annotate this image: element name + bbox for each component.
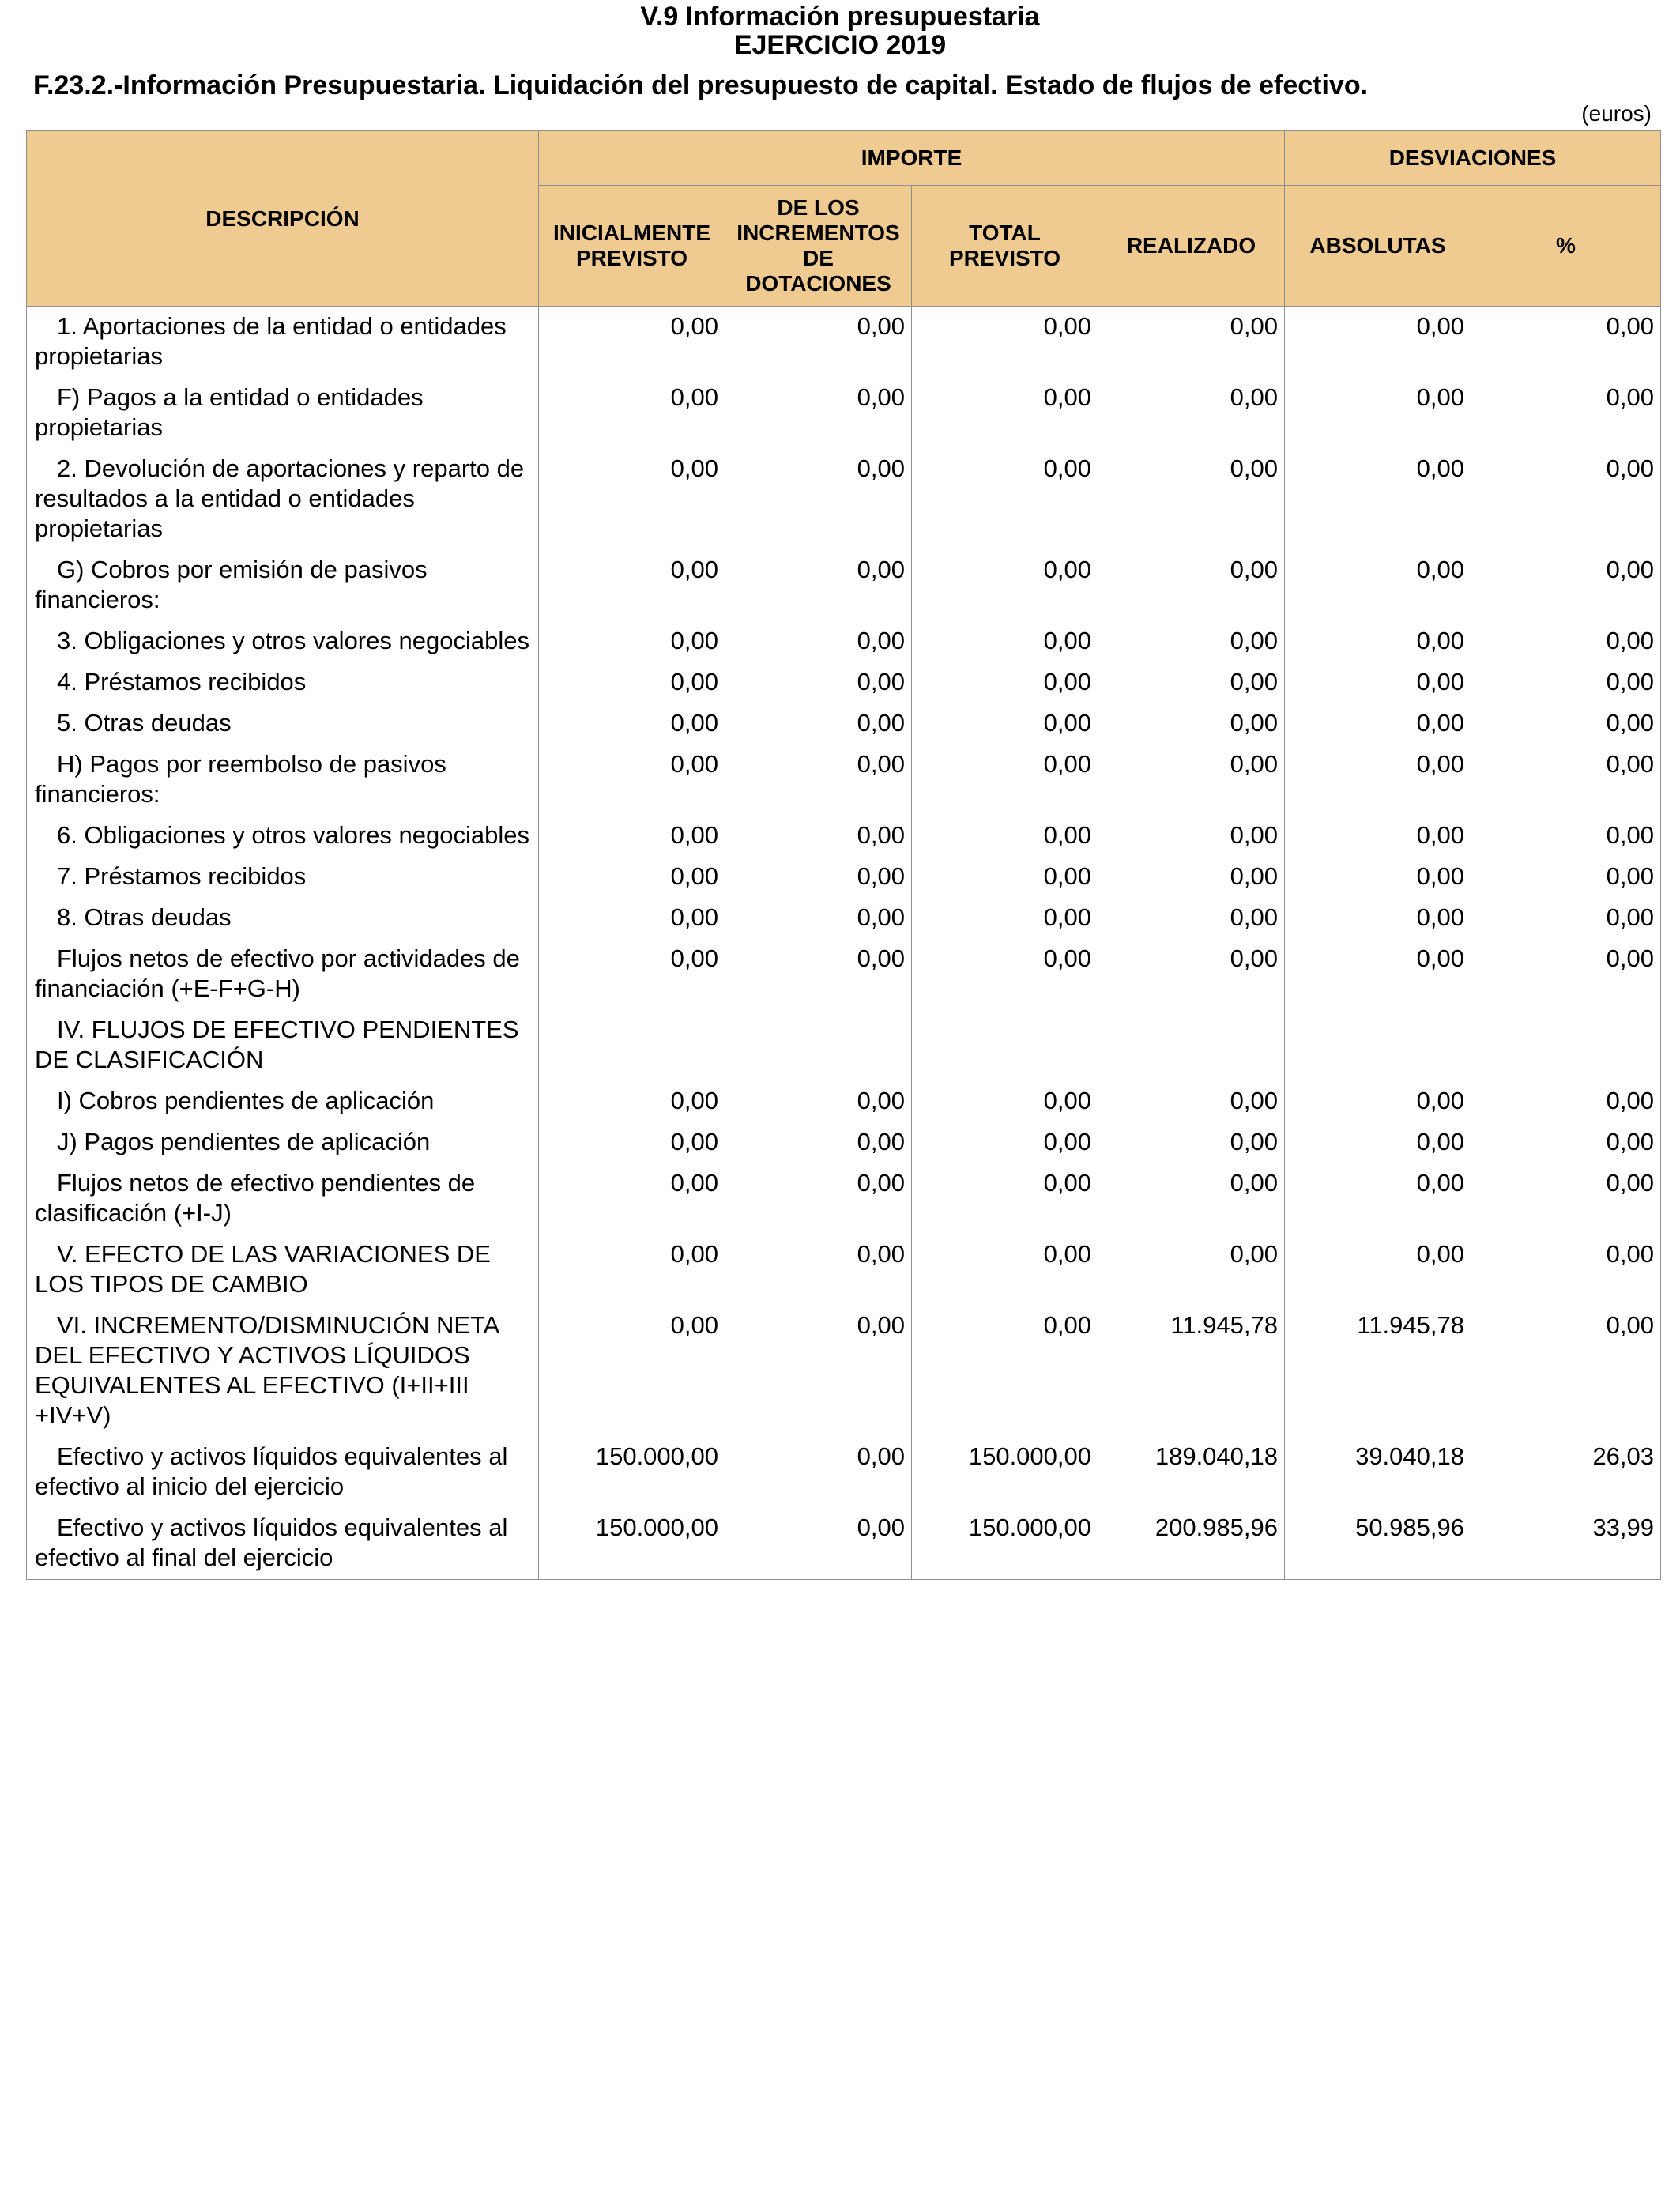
row-description [27, 1163, 539, 1235]
table-body [27, 307, 1661, 1580]
cell-inicialmente-previsto [539, 1010, 725, 1081]
cell-total-previsto: 0,00 [912, 550, 1098, 621]
header-realizado: REALIZADO [1098, 186, 1285, 307]
cell-total-previsto: 0,00 [912, 662, 1098, 703]
cell-absolutas: 0,00 [1285, 1235, 1471, 1306]
cell-absolutas: 0,00 [1285, 1081, 1471, 1122]
table-row [27, 621, 1661, 662]
table-row [27, 378, 1661, 449]
cell-porcentaje [1471, 1010, 1661, 1081]
row-description [27, 703, 539, 745]
cell-inicialmente-previsto: 0,00 [539, 449, 725, 550]
cell-total-previsto: 150.000,00 [912, 1437, 1098, 1508]
header-incrementos-dotaciones: DE LOS INCREMENTOS DE DOTACIONES [725, 186, 912, 307]
currency-unit: (euros) [1581, 101, 1652, 126]
table-row [27, 1235, 1661, 1306]
cell-incrementos-dotaciones: 0,00 [725, 898, 912, 939]
cell-absolutas: 0,00 [1285, 898, 1471, 939]
cell-total-previsto: 0,00 [912, 703, 1098, 745]
row-description-text: H) Pagos por reembolso de pasivos financieros: [35, 750, 446, 808]
cell-incrementos-dotaciones [725, 1010, 912, 1081]
cell-total-previsto: 0,00 [912, 1235, 1098, 1306]
cell-inicialmente-previsto: 0,00 [539, 1163, 725, 1235]
cell-porcentaje: 0,00 [1471, 745, 1661, 816]
cell-realizado: 0,00 [1098, 621, 1285, 662]
cell-porcentaje: 0,00 [1471, 857, 1661, 898]
cell-realizado: 0,00 [1098, 939, 1285, 1010]
cell-absolutas: 0,00 [1285, 703, 1471, 745]
cell-absolutas [1285, 1010, 1471, 1081]
table-row [27, 550, 1661, 621]
row-description-text: IV. FLUJOS DE EFECTIVO PENDIENTES DE CLASIFICACIÓN [35, 1016, 519, 1073]
cell-realizado: 0,00 [1098, 1122, 1285, 1163]
cell-incrementos-dotaciones: 0,00 [725, 857, 912, 898]
cell-incrementos-dotaciones: 0,00 [725, 621, 912, 662]
cell-absolutas: 0,00 [1285, 745, 1471, 816]
table-row [27, 449, 1661, 550]
header-total-previsto: TOTAL PREVISTO [912, 186, 1098, 307]
cell-absolutas: 0,00 [1285, 1163, 1471, 1235]
table-row [27, 898, 1661, 939]
cell-absolutas: 0,00 [1285, 816, 1471, 857]
row-description [27, 1122, 539, 1163]
row-description-text: 3. Obligaciones y otros valores negociables [57, 627, 529, 654]
cell-absolutas: 0,00 [1285, 857, 1471, 898]
cell-incrementos-dotaciones: 0,00 [725, 703, 912, 745]
row-description-text: G) Cobros por emisión de pasivos financieros: [35, 556, 428, 613]
table-row [27, 745, 1661, 816]
table-row [27, 1508, 1661, 1580]
cell-realizado: 0,00 [1098, 816, 1285, 857]
cell-incrementos-dotaciones: 0,00 [725, 1437, 912, 1508]
row-description-text: 2. Devolución de aportaciones y reparto de resultados a la entidad o entidades propietarias [35, 454, 525, 542]
cell-realizado: 11.945,78 [1098, 1306, 1285, 1437]
table-row [27, 307, 1661, 379]
cell-realizado: 0,00 [1098, 1235, 1285, 1306]
cell-total-previsto: 0,00 [912, 621, 1098, 662]
cell-incrementos-dotaciones: 0,00 [725, 745, 912, 816]
row-description-text: Efectivo y activos líquidos equivalentes al efectivo al inicio del ejercicio [35, 1442, 508, 1500]
row-description-text: V. EFECTO DE LAS VARIACIONES DE LOS TIPOS DE CAMBIO [35, 1240, 491, 1298]
row-description-text: Efectivo y activos líquidos equivalentes al efectivo al final del ejercicio [35, 1514, 508, 1571]
cell-inicialmente-previsto: 0,00 [539, 307, 725, 379]
cell-total-previsto: 0,00 [912, 939, 1098, 1010]
cell-realizado: 0,00 [1098, 745, 1285, 816]
row-description [27, 745, 539, 816]
header-descripcion: DESCRIPCIÓN [27, 131, 539, 307]
row-description-text: 7. Préstamos recibidos [57, 862, 307, 890]
cell-realizado: 0,00 [1098, 857, 1285, 898]
cell-porcentaje: 0,00 [1471, 1306, 1661, 1437]
row-description-text: VI. INCREMENTO/DISMINUCIÓN NETA DEL EFECTIVO Y ACTIVOS LÍQUIDOS EQUIVALENTES AL EFECTIVO (I+II+III +IV+V) [35, 1311, 499, 1429]
cell-porcentaje: 26,03 [1471, 1437, 1661, 1508]
cell-total-previsto: 0,00 [912, 898, 1098, 939]
cell-porcentaje: 0,00 [1471, 1081, 1661, 1122]
cell-absolutas: 0,00 [1285, 449, 1471, 550]
cell-porcentaje: 0,00 [1471, 898, 1661, 939]
cell-porcentaje: 0,00 [1471, 621, 1661, 662]
cell-inicialmente-previsto: 0,00 [539, 703, 725, 745]
cell-absolutas: 0,00 [1285, 621, 1471, 662]
cell-total-previsto: 0,00 [912, 816, 1098, 857]
table-row [27, 939, 1661, 1010]
cell-inicialmente-previsto: 150.000,00 [539, 1437, 725, 1508]
cell-porcentaje: 33,99 [1471, 1508, 1661, 1580]
cell-porcentaje: 0,00 [1471, 816, 1661, 857]
row-description [27, 898, 539, 939]
cell-inicialmente-previsto: 0,00 [539, 745, 725, 816]
row-description-text: F) Pagos a la entidad o entidades propietarias [35, 383, 424, 441]
cell-porcentaje: 0,00 [1471, 550, 1661, 621]
cell-absolutas: 0,00 [1285, 378, 1471, 449]
cell-realizado: 0,00 [1098, 550, 1285, 621]
report-subtitle: F.23.2.-Información Presupuestaria. Liquidación del presupuesto de capital. Estado de flujos de efectivo. [33, 70, 1369, 100]
cell-porcentaje: 0,00 [1471, 703, 1661, 745]
table-row [27, 662, 1661, 703]
cell-inicialmente-previsto: 0,00 [539, 1235, 725, 1306]
cell-inicialmente-previsto: 0,00 [539, 857, 725, 898]
cell-realizado: 0,00 [1098, 1163, 1285, 1235]
cell-absolutas: 0,00 [1285, 662, 1471, 703]
cell-inicialmente-previsto: 0,00 [539, 1306, 725, 1437]
cell-realizado: 0,00 [1098, 449, 1285, 550]
cell-absolutas: 0,00 [1285, 550, 1471, 621]
cell-total-previsto: 0,00 [912, 857, 1098, 898]
table-row [27, 816, 1661, 857]
cell-porcentaje: 0,00 [1471, 662, 1661, 703]
cell-realizado: 0,00 [1098, 1081, 1285, 1122]
cell-incrementos-dotaciones: 0,00 [725, 1235, 912, 1306]
table-row [27, 1122, 1661, 1163]
row-description-text: 5. Otras deudas [57, 709, 232, 737]
cell-inicialmente-previsto: 0,00 [539, 816, 725, 857]
row-description [27, 1437, 539, 1508]
cell-incrementos-dotaciones: 0,00 [725, 1081, 912, 1122]
cell-porcentaje: 0,00 [1471, 307, 1661, 379]
cell-incrementos-dotaciones: 0,00 [725, 307, 912, 379]
cell-total-previsto: 0,00 [912, 745, 1098, 816]
row-description [27, 816, 539, 857]
fiscal-year: EJERCICIO 2019 [733, 30, 947, 60]
cell-realizado: 0,00 [1098, 378, 1285, 449]
cell-realizado: 0,00 [1098, 662, 1285, 703]
cell-realizado: 200.985,96 [1098, 1508, 1285, 1580]
cell-incrementos-dotaciones: 0,00 [725, 939, 912, 1010]
table-row [27, 1163, 1661, 1235]
header-group-importe: IMPORTE [539, 131, 1285, 186]
cell-porcentaje: 0,00 [1471, 1163, 1661, 1235]
table-row [27, 1081, 1661, 1122]
cell-porcentaje: 0,00 [1471, 378, 1661, 449]
row-description-text: 6. Obligaciones y otros valores negociables [57, 821, 529, 849]
cell-realizado [1098, 1010, 1285, 1081]
cell-absolutas: 39.040,18 [1285, 1437, 1471, 1508]
row-description [27, 621, 539, 662]
cell-porcentaje: 0,00 [1471, 1235, 1661, 1306]
row-description-text: 1. Aportaciones de la entidad o entidades propietarias [35, 312, 507, 370]
cell-inicialmente-previsto: 0,00 [539, 621, 725, 662]
cell-incrementos-dotaciones: 0,00 [725, 816, 912, 857]
row-description [27, 1081, 539, 1122]
row-description [27, 662, 539, 703]
cell-inicialmente-previsto: 0,00 [539, 1122, 725, 1163]
page-title: V.9 Información presupuestaria [640, 2, 1040, 32]
row-description-text: J) Pagos pendientes de aplicación [57, 1128, 431, 1155]
table-row [27, 857, 1661, 898]
cell-inicialmente-previsto: 0,00 [539, 1081, 725, 1122]
cell-total-previsto: 0,00 [912, 1163, 1098, 1235]
cell-total-previsto: 0,00 [912, 307, 1098, 379]
table-row [27, 1437, 1661, 1508]
cell-realizado: 0,00 [1098, 307, 1285, 379]
cell-porcentaje: 0,00 [1471, 939, 1661, 1010]
row-description-text: Flujos netos de efectivo por actividades de financiación (+E-F+G-H) [35, 944, 520, 1002]
cell-absolutas: 0,00 [1285, 939, 1471, 1010]
cell-absolutas: 0,00 [1285, 307, 1471, 379]
cell-inicialmente-previsto: 0,00 [539, 378, 725, 449]
cell-incrementos-dotaciones: 0,00 [725, 550, 912, 621]
row-description [27, 378, 539, 449]
cell-realizado: 189.040,18 [1098, 1437, 1285, 1508]
cash-flow-table [26, 130, 1661, 1580]
cell-incrementos-dotaciones: 0,00 [725, 1306, 912, 1437]
cell-incrementos-dotaciones: 0,00 [725, 1163, 912, 1235]
cell-realizado: 0,00 [1098, 703, 1285, 745]
row-description [27, 857, 539, 898]
cell-total-previsto: 0,00 [912, 378, 1098, 449]
row-description [27, 307, 539, 379]
cell-absolutas: 50.985,96 [1285, 1508, 1471, 1580]
cell-porcentaje: 0,00 [1471, 449, 1661, 550]
row-description-text: Flujos netos de efectivo pendientes de clasificación (+I-J) [35, 1169, 476, 1227]
cell-total-previsto: 0,00 [912, 1081, 1098, 1122]
header-porcentaje: % [1471, 186, 1661, 307]
row-description [27, 1010, 539, 1081]
cell-porcentaje: 0,00 [1471, 1122, 1661, 1163]
cell-inicialmente-previsto: 0,00 [539, 550, 725, 621]
header-group-desviaciones: DESVIACIONES [1285, 131, 1661, 186]
row-description [27, 1306, 539, 1437]
cell-incrementos-dotaciones: 0,00 [725, 1122, 912, 1163]
row-description-text: 8. Otras deudas [57, 903, 232, 931]
cell-total-previsto: 150.000,00 [912, 1508, 1098, 1580]
row-description [27, 449, 539, 550]
cell-absolutas: 0,00 [1285, 1122, 1471, 1163]
table-row [27, 1306, 1661, 1437]
cell-total-previsto: 0,00 [912, 1122, 1098, 1163]
header-inicialmente-previsto: INICIALMENTE PREVISTO [539, 186, 725, 307]
cell-inicialmente-previsto: 0,00 [539, 898, 725, 939]
cell-incrementos-dotaciones: 0,00 [725, 1508, 912, 1580]
table-row [27, 1010, 1661, 1081]
cell-total-previsto: 0,00 [912, 449, 1098, 550]
row-description [27, 550, 539, 621]
cell-inicialmente-previsto: 0,00 [539, 662, 725, 703]
row-description-text: I) Cobros pendientes de aplicación [57, 1087, 435, 1114]
table-row [27, 703, 1661, 745]
row-description-text: 4. Préstamos recibidos [57, 668, 307, 696]
cell-incrementos-dotaciones: 0,00 [725, 662, 912, 703]
cell-total-previsto [912, 1010, 1098, 1081]
row-description [27, 939, 539, 1010]
header-absolutas: ABSOLUTAS [1285, 186, 1471, 307]
row-description [27, 1235, 539, 1306]
cell-inicialmente-previsto: 150.000,00 [539, 1508, 725, 1580]
row-description [27, 1508, 539, 1580]
cell-realizado: 0,00 [1098, 898, 1285, 939]
cell-absolutas: 11.945,78 [1285, 1306, 1471, 1437]
cell-incrementos-dotaciones: 0,00 [725, 378, 912, 449]
cell-inicialmente-previsto: 0,00 [539, 939, 725, 1010]
cell-incrementos-dotaciones: 0,00 [725, 449, 912, 550]
cell-total-previsto: 0,00 [912, 1306, 1098, 1437]
